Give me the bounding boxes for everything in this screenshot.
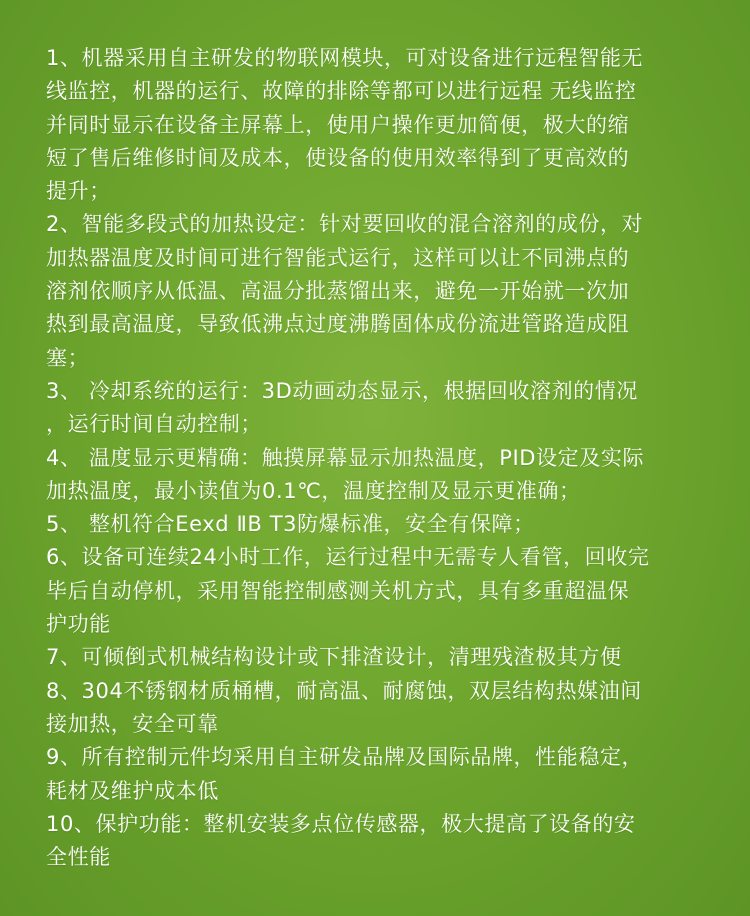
feature-item-10	[46, 808, 710, 875]
feature-item-2-line-5: 塞；	[46, 345, 90, 370]
feature-item-9	[46, 741, 710, 808]
feature-item-2-line-1: 2、智能多段式的加热设定：针对要回收的混合溶剂的成份，对	[46, 212, 644, 237]
feature-item-3-line-2: ，运行时间自动控制；	[46, 412, 262, 437]
feature-list	[46, 42, 710, 874]
feature-item-1	[46, 42, 710, 208]
feature-item-9-line-2: 耗材及维护成本低	[46, 778, 219, 803]
feature-item-4-line-1: 4、 温度显示更精确：触摸屏幕显示加热温度，PID设定及实际	[46, 445, 645, 470]
feature-item-10-line-1: 10、保护功能：整机安装多点位传感器，极大提高了设备的安	[46, 811, 636, 836]
feature-item-6	[46, 541, 710, 641]
feature-item-8-line-2: 接加热，安全可靠	[46, 711, 219, 736]
feature-item-6-line-3: 护功能	[46, 612, 111, 637]
feature-item-2-line-4: 热到最高温度，导致低沸点过度沸腾固体成份流进管路造成阻	[46, 312, 630, 337]
feature-item-1-line-4: 短了售后维修时间及成本，使设备的使用效率得到了更高效的	[46, 145, 630, 170]
feature-item-5	[46, 508, 710, 541]
feature-item-5-line-1: 5、 整机符合Eexd ⅡB T3防爆标准，安全有保障；	[46, 512, 535, 537]
feature-item-6-line-2: 毕后自动停机，采用智能控制感测关机方式，具有多重超温保	[46, 578, 630, 603]
feature-item-2-line-3: 溶剂依顺序从低温、高温分批蒸馏出来，避免一开始就一次加	[46, 279, 630, 304]
feature-item-4	[46, 442, 710, 509]
feature-item-2	[46, 208, 710, 374]
feature-item-2-line-2: 加热器温度及时间可进行智能式运行，这样可以让不同沸点的	[46, 245, 630, 270]
feature-item-1-line-5: 提升；	[46, 179, 111, 204]
feature-item-7-line-1: 7、可倾倒式机械结构设计或下排渣设计，清理残渣极其方便	[46, 645, 622, 670]
feature-item-8	[46, 675, 710, 742]
feature-item-3-line-1: 3、 冷却系统的运行：3D动画动态显示，根据回收溶剂的情况	[46, 378, 638, 403]
feature-item-10-line-2: 全性能	[46, 845, 111, 870]
feature-item-3	[46, 375, 710, 442]
feature-item-6-line-1: 6、设备可连续24小时工作，运行过程中无需专人看管，回收完	[46, 545, 650, 570]
feature-item-1-line-3: 并同时显示在设备主屏幕上，使用户操作更加简便，极大的缩	[46, 112, 630, 137]
feature-item-8-line-1: 8、304不锈钢材质桶槽，耐高温、耐腐蚀，双层结构热媒油间	[46, 678, 642, 703]
feature-item-7	[46, 641, 710, 674]
feature-item-1-line-1: 1、机器采用自主研发的物联网模块，可对设备进行远程智能无	[46, 46, 644, 70]
feature-item-1-line-2: 线监控，机器的运行、故障的排除等都可以进行远程 无线监控	[46, 79, 637, 104]
feature-item-9-line-1: 9、所有控制元件均采用自主研发品牌及国际品牌，性能稳定，	[46, 745, 644, 770]
feature-item-4-line-2: 加热温度，最小读值为0.1℃，温度控制及显示更准确；	[46, 478, 581, 503]
